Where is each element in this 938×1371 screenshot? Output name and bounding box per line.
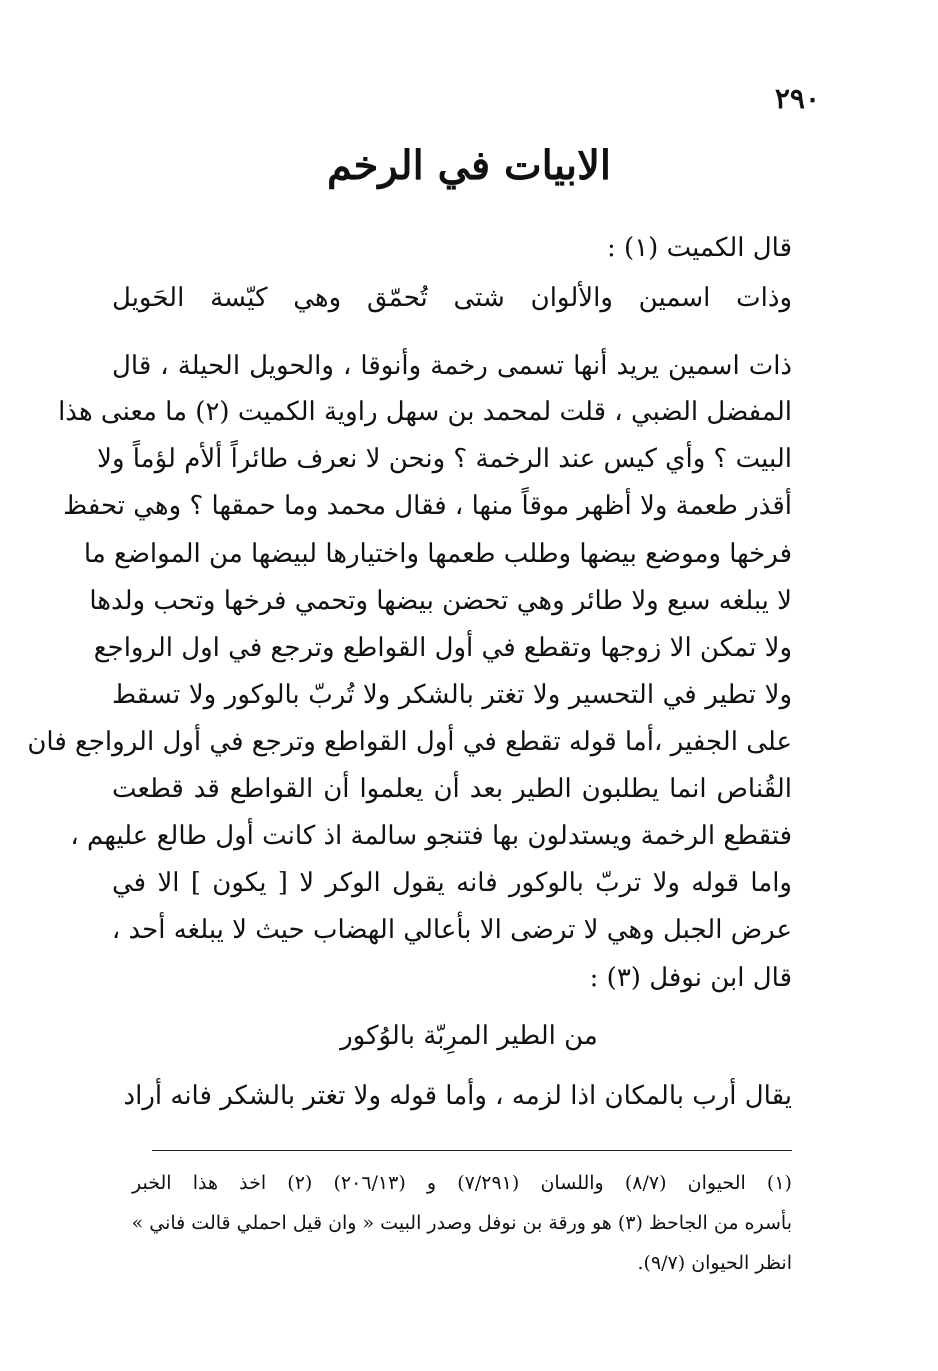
paragraph-line: ولا تطير في التحسير ولا تغتر بالشكر ولا تُربّ بالوكور ولا تسقط xyxy=(112,680,792,710)
paragraph-line: فرخها وموضع بيضها وطلب طعمها واختيارها لبيضها من المواضع ما xyxy=(83,539,792,569)
poem-intro: قال الكميت (١) : xyxy=(607,233,792,263)
footnote-line: انظر الحيوان (٩/٧). xyxy=(637,1252,792,1274)
paragraph-line: المفضل الضبي ، قلت لمحمد بن سهل راوية الكميت (٢) ما معنى هذا xyxy=(58,397,792,427)
footnote-divider xyxy=(152,1150,792,1151)
paragraph-line: ولا تمكن الا زوجها وتقطع في أول القواطع وترجع في اول الرواجع xyxy=(93,633,792,663)
page-title: الابيات في الرخم xyxy=(326,142,611,189)
poem-intro-2: قال ابن نوفل (٣) : xyxy=(589,963,792,993)
paragraph-line: يقال أرب بالمكان اذا لزمه ، وأما قوله ولا تغتر بالشكر فانه أراد xyxy=(123,1081,792,1111)
paragraph-line: على الجفير ،أما قوله تقطع في أول القواطع وترجع في أول الرواجع فان xyxy=(27,727,792,757)
paragraph-line: عرض الجبل وهي لا ترضى الا بأعالي الهضاب حيث لا يبلغه أحد ، xyxy=(111,915,792,945)
paragraph-line: ذات اسمين يريد أنها تسمى رخمة وأنوقا ، والحويل الحيلة ، قال xyxy=(112,351,792,381)
poem-verse: وذات اسمين والألوان شتى تُحمّق وهي كيّسة الحَويل xyxy=(112,283,792,313)
page-number: ٢٩٠ xyxy=(774,82,820,115)
paragraph-line: القُناص انما يطلبون الطير بعد أن يعلموا أن القواطع قد قطعت xyxy=(112,774,792,804)
footnote-line: (١) الحيوان (٨/٧) واللسان (٧/٢٩١) و (٢٠٦/١٣) (٢) اخذ هذا الخبر xyxy=(132,1172,792,1194)
paragraph-line: فتقطع الرخمة ويستدلون بها فتنجو سالمة اذ كانت أول طالع عليهم ، xyxy=(70,821,792,851)
paragraph-line: أقذر طعمة ولا أظهر موقاً منها ، فقال محمد وما حمقها ؟ وهي تحفظ xyxy=(63,491,792,521)
paragraph-line: البيت ؟ وأي كيس عند الرخمة ؟ ونحن لا نعرف طائراً ألأم لؤماً ولا xyxy=(97,444,792,474)
poem-half-verse: من الطير المرِبّة بالوُكور xyxy=(340,1021,598,1051)
paragraph-line: واما قوله ولا تربّ بالوكور فانه يقول الوكر لا [ يكون ] الا في xyxy=(112,868,792,898)
footnote-line: بأسره من الجاحظ (٣) هو ورقة بن نوفل وصدر البيت « وان قيل احملي قالت فاني » xyxy=(131,1212,792,1234)
paragraph-line: لا يبلغه سبع ولا طائر وهي تحضن بيضها وتحمي فرخها وتحب ولدها xyxy=(89,586,792,616)
